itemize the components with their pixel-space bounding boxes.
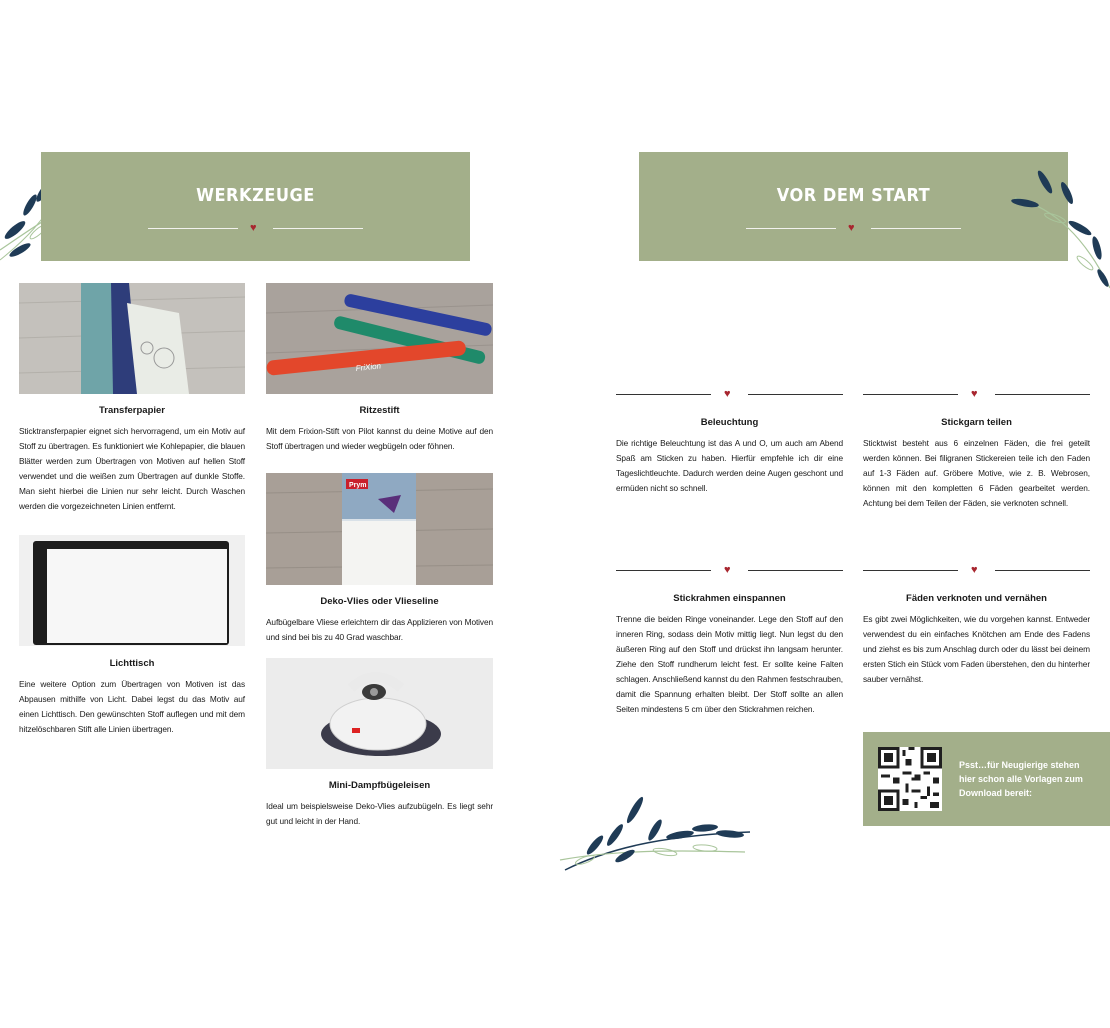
section-divider-right [748, 394, 843, 395]
vlies-package-photo [266, 473, 493, 585]
section-title: Stickrahmen einspannen [673, 593, 786, 604]
banner-rule-right [273, 228, 363, 229]
section-title: Stickgarn teilen [941, 417, 1012, 428]
heart-icon: ♥ [250, 222, 257, 234]
section-divider-left [616, 570, 711, 571]
item-title: Ritzestift [359, 405, 400, 416]
heart-icon: ♥ [848, 222, 855, 234]
item-text: Eine weitere Option zum Übertragen von Motiven ist das Abpausen mithilfe von Licht. Dabei legst du das Motiv auf einen Lichttisch. Den gewünschten Stoff auflegen und mit dem hitzelöschbaren Stift alle Linien übertragen. [19, 679, 245, 734]
banner-rule-right [871, 228, 961, 229]
item-title: Transferpapier [99, 405, 165, 416]
pen-brand-label: FriXion [355, 361, 382, 373]
mini-iron-photo [266, 658, 493, 769]
qr-download-box [863, 732, 1110, 826]
vlies-brand-label: Prym [349, 482, 367, 489]
leaf-branch-bottom-decoration [555, 790, 755, 875]
section-divider-right [748, 570, 843, 571]
item-text: Sticktransferpapier eignet sich hervorragend, um ein Motiv auf Stoff zu übertragen. Es funktioniert wie Kohlepapier, die blauen Blätter werden zum Übertragen von Motiven auf hellen Stoff verwendet und die weißen zum Übertragen auf dunkle Stoffe. Man sieht hierbei die Linien nur sehr leicht. Durch Waschen werden die vorgezeichneten Linien entfernt. [19, 426, 245, 511]
item-text: Mit dem Frixion-Stift von Pilot kannst du deine Motive auf den Stoff übertragen und wieder wegbügeln oder föhnen. [266, 426, 493, 451]
banner-title: VOR DEM START [776, 185, 931, 206]
section-title: Beleuchtung [700, 417, 759, 428]
banner-rule-left [746, 228, 836, 229]
section-text: Die richtige Beleuchtung ist das A und O, um auch am Abend Spaß am Sticken zu haben. Hierfür empfehle ich dir eine Tageslichtleuchte. Dadurch werden deine Augen geschont und ermüden nicht so schnell. [616, 438, 843, 493]
heart-icon: ♥ [971, 388, 978, 400]
section-divider-left [863, 570, 958, 571]
item-text: Aufbügelbare Vliese erleichtern dir das Applizieren von Motiven und sind bei bis zu 40 Grad waschbar. [266, 617, 493, 642]
section-text: Es gibt zwei Möglichkeiten, wie du vorgehen kannst. Entweder verwendest du ein einfaches Knötchen am Ende des Fadens und ziehst es bis zum Anschlag durch oder du lässt bei deinem ersten Stich ein Stück vom Faden überstehen, den du hinterher sauber vernähst. [863, 614, 1090, 684]
section-text: Sticktwist besteht aus 6 einzelnen Fäden, die frei geteilt werden können. Bei filigranen Stickereien teile ich den Faden auf 1-3 Fäden auf. Gröbere Motive, wie z. B. Webrosen, können mit den kompletten 6 Fäden gearbeitet werden. Achtung bei dem Teilen der Fäden, sie verknoten schnell. [863, 438, 1090, 508]
frixion-pens-photo [266, 283, 493, 394]
section-title: Fäden verknoten und vernähen [906, 593, 1047, 604]
section-text: Trenne die beiden Ringe voneinander. Lege den Stoff auf den inneren Ring, sodass dein Motiv mittig liegt. Nun legst du den äußeren Ring auf den Stoff und drückst ihn langsam herunter. Ziehe den Stoff rundherum leicht fest. Er sollte keine Falten schlagen. Anschließend kannst du den Rahmen festschrauben, damit die Spannung erhalten bleibt. Der Stoff sollte an allen Seiten mindestens 5 cm über den Stickrahmen reichen. [616, 614, 843, 714]
item-text: Ideal um beispielsweise Deko-Vlies aufzubügeln. Es liegt sehr gut und leicht in der Hand. [266, 801, 493, 826]
vor-dem-start-banner [639, 152, 1068, 261]
werkzeuge-banner [41, 152, 470, 261]
qr-code-icon[interactable] [878, 747, 942, 811]
banner-title: WERKZEUGE [196, 185, 315, 206]
section-divider-right [995, 570, 1090, 571]
item-title: Mini-Dampfbügeleisen [328, 780, 431, 791]
item-title: Lichttisch [109, 658, 155, 669]
lichttisch-photo [19, 535, 245, 646]
heart-icon: ♥ [971, 564, 978, 576]
section-divider-left [863, 394, 958, 395]
item-title: Deko-Vlies oder Vlieseline [320, 596, 439, 607]
heart-icon: ♥ [724, 564, 731, 576]
qr-download-text: Psst…für Neugierige stehen hier schon alle Vorlagen zum Download bereit: [959, 760, 1083, 798]
section-divider-left [616, 394, 711, 395]
banner-rule-left [148, 228, 238, 229]
leaf-branch-right-decoration [1005, 168, 1110, 298]
transferpapier-photo [19, 283, 245, 394]
section-divider-right [995, 394, 1090, 395]
heart-icon: ♥ [724, 388, 731, 400]
